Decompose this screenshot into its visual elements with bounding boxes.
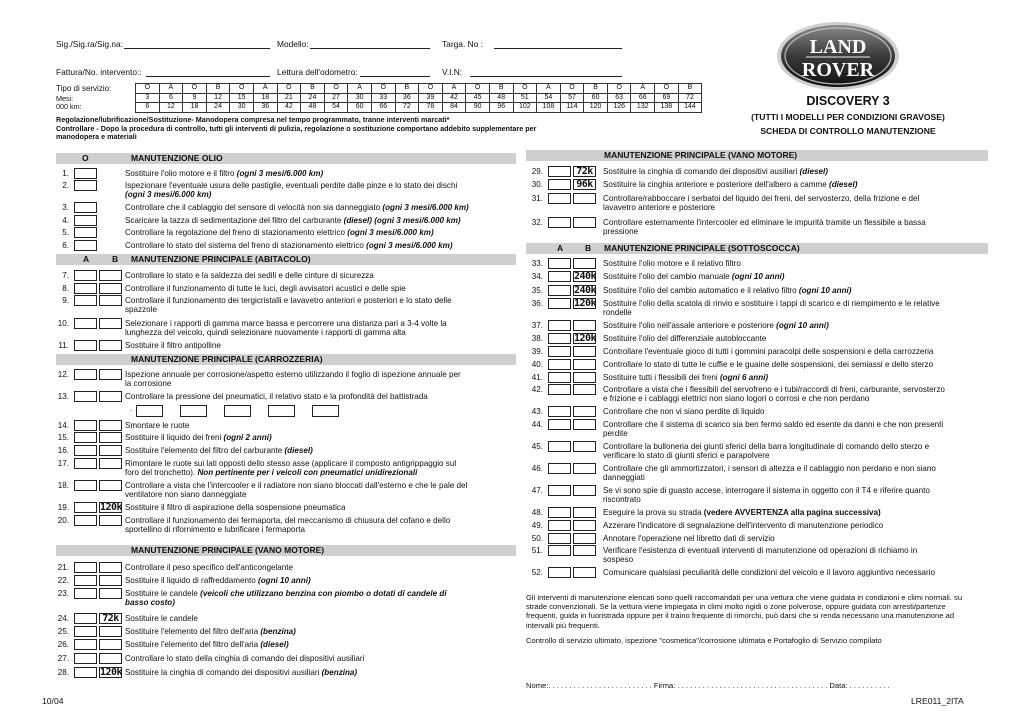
check-box[interactable] — [99, 270, 122, 281]
vin-label: V.I.N: — [442, 67, 463, 77]
service-type-cell: O — [324, 84, 348, 94]
check-box[interactable] — [99, 575, 122, 586]
service-type-cell: A — [631, 84, 655, 94]
check-box[interactable] — [99, 562, 122, 573]
check-box[interactable] — [99, 515, 122, 526]
svg-text:ROVER: ROVER — [801, 59, 875, 81]
months-cell: 42 — [442, 93, 466, 103]
service-type-cell: B — [395, 84, 419, 94]
check-box[interactable] — [99, 445, 122, 456]
interval-box[interactable]: 240k — [574, 271, 597, 282]
check-box[interactable] — [573, 545, 596, 556]
service-type-cell: O — [466, 84, 490, 94]
check-box[interactable] — [548, 406, 571, 417]
revision-date: 10/04 — [42, 696, 64, 706]
owner-label: Sig./Sig.ra/Sig.na: — [56, 39, 124, 49]
km-cell: 72 — [395, 103, 419, 113]
check-box[interactable] — [74, 420, 97, 431]
service-type-cell: O — [513, 84, 537, 94]
check-box[interactable] — [74, 588, 97, 599]
km-cell: 90 — [466, 103, 490, 113]
check-box[interactable] — [74, 295, 97, 306]
km-cell: 30 — [230, 103, 254, 113]
check-box[interactable] — [548, 217, 571, 228]
months-cell: 48 — [489, 93, 513, 103]
service-type-cell: O — [136, 84, 160, 94]
conditions-note: Gli interventi di manutenzione elencati sono quelli raccomandati per una vettura che viene guidata in condizioni e climi normali. su strade convenzionali. Se la vettura viene impiegata in climi molto rigidi o zone polverose, oppure guidata con arresti/partenze frequenti, guida in fuoristrada oppure per il traino frequente di rimorchi, può darsi che si renda necessario una manutenzione ad intervalli più frequenti. — [526, 593, 963, 630]
km-cell: 66 — [371, 103, 395, 113]
model-title: DISCOVERY 3 — [806, 94, 890, 108]
vin-field[interactable] — [470, 76, 622, 77]
months-cell: 36 — [395, 93, 419, 103]
check-box[interactable] — [99, 639, 122, 650]
check-box[interactable] — [99, 295, 122, 306]
check-box[interactable] — [74, 502, 97, 513]
service-type-cell: A — [348, 84, 372, 94]
km-cell: 60 — [348, 103, 372, 113]
km-cell: 78 — [419, 103, 443, 113]
check-box[interactable] — [548, 285, 571, 296]
km-cell: 102 — [513, 103, 537, 113]
check-box[interactable] — [573, 193, 596, 204]
service-schedule-table — [135, 83, 702, 113]
service-type-cell: O — [419, 84, 443, 94]
months-cell: 66 — [631, 93, 655, 103]
check-box[interactable] — [573, 346, 596, 357]
tyre-box-3[interactable] — [224, 405, 251, 417]
check-box[interactable] — [573, 384, 596, 395]
months-cell: 51 — [513, 93, 537, 103]
check-box[interactable] — [548, 441, 571, 452]
months-cell: 39 — [419, 93, 443, 103]
document-code: LRE011_2ITA — [911, 696, 964, 706]
interval-box[interactable]: 120k — [100, 502, 123, 513]
section-engine-bay-left: MANUTENZIONE PRINCIPALE (VANO MOTORE) — [56, 545, 516, 556]
check-box[interactable] — [74, 270, 97, 281]
km-cell: 144 — [678, 103, 702, 113]
tyre-box-2[interactable] — [180, 405, 207, 417]
check-box[interactable] — [548, 179, 571, 190]
check-box[interactable] — [548, 384, 571, 395]
check-box[interactable] — [573, 372, 596, 383]
check-box[interactable] — [548, 346, 571, 357]
check-box[interactable] — [74, 458, 97, 469]
service-type-cell: O — [560, 84, 584, 94]
check-box[interactable] — [548, 271, 571, 282]
check-box[interactable] — [548, 320, 571, 331]
months-cell: 15 — [230, 93, 254, 103]
check-box[interactable] — [548, 372, 571, 383]
tyre-box-4[interactable] — [268, 405, 295, 417]
service-type-cell: B — [678, 84, 702, 94]
service-type-cell: A — [159, 84, 183, 94]
km-cell: 24 — [206, 103, 230, 113]
check-box[interactable] — [548, 193, 571, 204]
months-cell: 21 — [277, 93, 301, 103]
check-box[interactable] — [573, 520, 596, 531]
service-type-cell: B — [206, 84, 230, 94]
check-box[interactable] — [573, 217, 596, 228]
model-label: Modello: — [277, 39, 309, 49]
months-cell: 33 — [371, 93, 395, 103]
section-body: MANUTENZIONE PRINCIPALE (CARROZZERIA) — [56, 354, 516, 365]
signature-line[interactable]: Nome:. . . . . . . . . . . . . . . . . . . . . . . . . Firma: . . . . . . . . . . . . . . . . . . . . . . . . . . . . . . . . . . . . Data: . . . . . . . . . . — [526, 681, 890, 690]
months-cell: 69 — [655, 93, 679, 103]
km-cell: 12 — [159, 103, 183, 113]
check-box[interactable] — [548, 166, 571, 177]
odometer-field[interactable] — [360, 76, 430, 77]
plate-label: Targa. No : — [442, 39, 483, 49]
check-box[interactable] — [548, 485, 571, 496]
check-box[interactable] — [99, 626, 122, 637]
model-field[interactable] — [310, 48, 430, 49]
check-box[interactable] — [548, 463, 571, 474]
months-cell: 24 — [301, 93, 325, 103]
service-type-cell: B — [489, 84, 513, 94]
check-box[interactable] — [74, 202, 97, 213]
check-box[interactable] — [573, 485, 596, 496]
check-box[interactable] — [99, 391, 122, 402]
check-box[interactable] — [548, 333, 571, 344]
months-cell: 3 — [136, 93, 160, 103]
km-label: 000 km: — [56, 102, 82, 111]
interval-box[interactable]: 96k — [573, 179, 596, 190]
check-box[interactable] — [74, 180, 97, 191]
check-box[interactable] — [99, 480, 122, 491]
check-box[interactable] — [573, 258, 596, 269]
km-cell: 6 — [136, 103, 160, 113]
invoice-field[interactable] — [146, 76, 270, 77]
check-box[interactable] — [548, 507, 571, 518]
check-box[interactable] — [99, 420, 122, 431]
check-box[interactable] — [74, 168, 97, 179]
check-box[interactable] — [74, 639, 97, 650]
check-box[interactable] — [548, 520, 571, 531]
check-box[interactable] — [573, 567, 596, 578]
months-cell: 57 — [560, 93, 584, 103]
check-box[interactable] — [74, 626, 97, 637]
land-rover-logo — [776, 21, 900, 91]
check-box[interactable] — [74, 515, 97, 526]
months-cell: 18 — [253, 93, 277, 103]
check-box[interactable] — [548, 258, 571, 269]
km-cell: 48 — [301, 103, 325, 113]
check-box[interactable] — [573, 359, 596, 370]
months-cell: 30 — [348, 93, 372, 103]
service-type-cell: A — [253, 84, 277, 94]
service-type-cell: O — [230, 84, 254, 94]
interval-box[interactable]: 120k — [574, 333, 597, 344]
check-box[interactable] — [99, 458, 122, 469]
check-box[interactable] — [74, 318, 97, 329]
check-box[interactable] — [74, 613, 97, 624]
check-box[interactable] — [548, 567, 571, 578]
months-cell: 60 — [584, 93, 608, 103]
months-cell: 12 — [206, 93, 230, 103]
service-type-cell: O — [183, 84, 207, 94]
section-underbody: A B MANUTENZIONE PRINCIPALE (SOTTOSCOCCA) — [526, 243, 988, 254]
months-cell: 45 — [466, 93, 490, 103]
check-box[interactable] — [74, 340, 97, 351]
check-box[interactable] — [548, 298, 571, 309]
service-type-cell: B — [584, 84, 608, 94]
tyre-box-1[interactable] — [136, 405, 163, 417]
months-cell: 72 — [678, 93, 702, 103]
check-box[interactable] — [74, 480, 97, 491]
months-cell: 27 — [324, 93, 348, 103]
check-box[interactable] — [74, 432, 97, 443]
odometer-label: Lettura dell'odometro: — [277, 67, 358, 77]
interval-box[interactable]: 120k — [100, 667, 123, 678]
service-type-label: Tipo di servizio: — [56, 84, 112, 93]
km-cell: 108 — [537, 103, 561, 113]
check-box[interactable] — [74, 653, 97, 664]
months-label: Mesi: — [56, 94, 74, 103]
check-box[interactable] — [74, 240, 97, 251]
owner-field[interactable] — [124, 48, 270, 49]
km-cell: 126 — [607, 103, 631, 113]
km-cell: 120 — [584, 103, 608, 113]
months-cell: 54 — [537, 93, 561, 103]
check-box[interactable] — [548, 359, 571, 370]
check-box[interactable] — [74, 369, 97, 380]
km-cell: 138 — [655, 103, 679, 113]
months-cell: 9 — [183, 93, 207, 103]
service-type-cell: A — [442, 84, 466, 94]
check-box[interactable] — [573, 406, 596, 417]
check-box[interactable] — [99, 283, 122, 294]
km-cell: 132 — [631, 103, 655, 113]
km-cell: 96 — [489, 103, 513, 113]
section-engine-bay-right: MANUTENZIONE PRINCIPALE (VANO MOTORE) — [526, 150, 988, 161]
check-box[interactable] — [573, 320, 596, 331]
check-box[interactable] — [548, 533, 571, 544]
interval-box[interactable]: 72k — [573, 166, 596, 177]
check-box[interactable] — [74, 667, 97, 678]
months-cell: 6 — [159, 93, 183, 103]
check-box[interactable] — [74, 227, 97, 238]
service-type-cell: O — [607, 84, 631, 94]
plate-field[interactable] — [494, 48, 622, 49]
km-cell: 54 — [324, 103, 348, 113]
check-box[interactable] — [74, 283, 97, 294]
service-type-cell: O — [655, 84, 679, 94]
km-cell: 84 — [442, 103, 466, 113]
interval-box[interactable]: 72k — [99, 613, 122, 624]
check-box[interactable] — [74, 215, 97, 226]
tyre-box-5[interactable] — [312, 405, 339, 417]
check-box[interactable] — [573, 507, 596, 518]
check-box[interactable] — [74, 575, 97, 586]
model-subtitle: (TUTTI I MODELLI PER CONDIZIONI GRAVOSE) — [751, 112, 945, 122]
interval-box[interactable]: 120k — [574, 298, 597, 309]
check-box[interactable] — [99, 340, 122, 351]
check-box[interactable] — [573, 463, 596, 474]
km-cell: 18 — [183, 103, 207, 113]
regulation-note: Regolazione/lubrificazione/Sostituzione- Manodopera compresa nel tempo programmato, tranne interventi marcati* Controllare - Dopo la procedura di controllo, tutti gli interventi di pulizia, regolazione o sostituzione comportano addebito supplementare per manodopera e materiali — [56, 115, 537, 142]
check-box[interactable] — [548, 545, 571, 556]
check-box[interactable] — [74, 391, 97, 402]
tyre-dot: . — [130, 404, 133, 413]
interval-box[interactable]: 240k — [574, 285, 597, 296]
check-box[interactable] — [74, 445, 97, 456]
km-cell: 36 — [253, 103, 277, 113]
check-box[interactable] — [99, 653, 122, 664]
section-cabin: A B MANUTENZIONE PRINCIPALE (ABITACOLO) — [56, 254, 516, 265]
check-box[interactable] — [99, 369, 122, 380]
km-cell: 42 — [277, 103, 301, 113]
service-type-cell: A — [537, 84, 561, 94]
sheet-title: SCHEDA DI CONTROLLO MANUTENZIONE — [760, 126, 936, 136]
completion-note: Controllo di servizio ultimato, ispezione "cosmetica"/corrosione ultimata e Portafoglio di Servizio compilato — [526, 636, 882, 645]
check-box[interactable] — [573, 441, 596, 452]
months-cell: 63 — [607, 93, 631, 103]
check-box[interactable] — [99, 432, 122, 443]
check-box[interactable] — [74, 562, 97, 573]
svg-text:LAND: LAND — [809, 36, 867, 58]
check-box[interactable] — [548, 419, 571, 430]
check-box[interactable] — [573, 419, 596, 430]
service-type-cell: O — [277, 84, 301, 94]
check-box[interactable] — [573, 533, 596, 544]
service-type-cell: B — [301, 84, 325, 94]
section-oil: O MANUTENZIONE OLIO — [56, 153, 516, 164]
check-box[interactable] — [99, 588, 122, 599]
check-box[interactable] — [99, 318, 122, 329]
invoice-label: Fattura/No. intervento:: — [56, 67, 142, 77]
service-type-cell: O — [371, 84, 395, 94]
km-cell: 114 — [560, 103, 584, 113]
